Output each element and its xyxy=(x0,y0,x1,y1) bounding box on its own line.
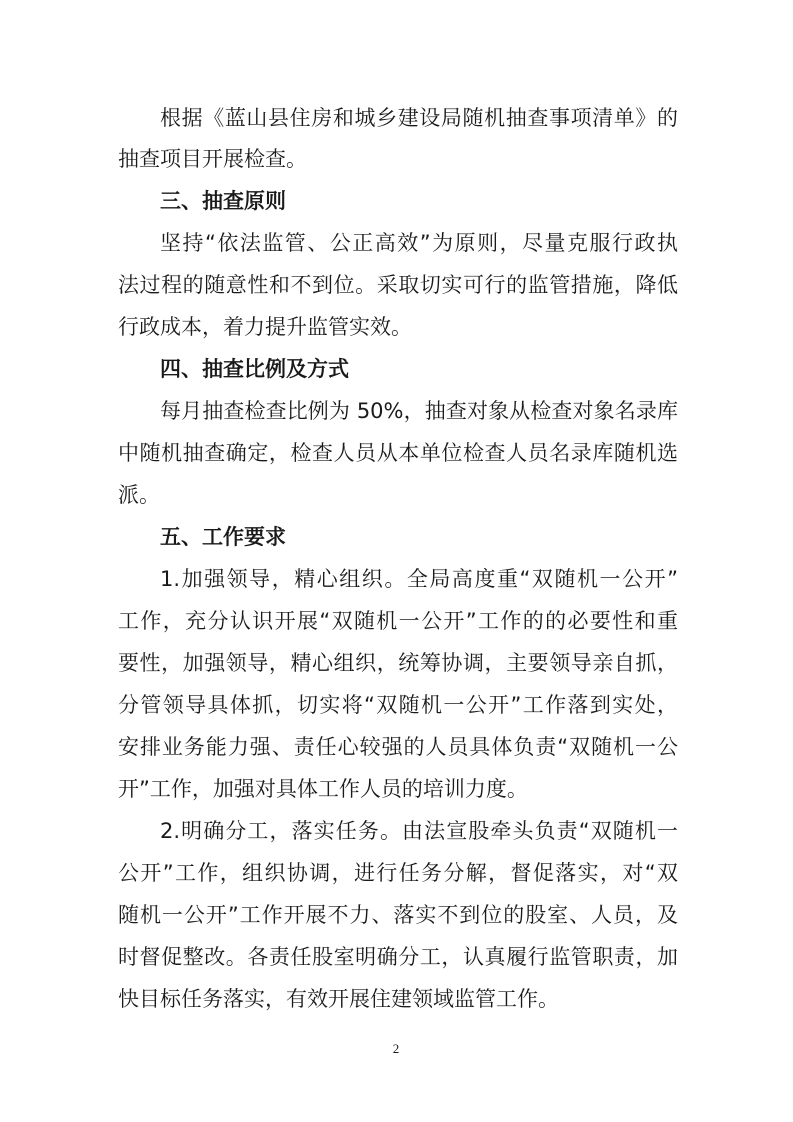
paragraph-line: 时督促整改。各责任股室明确分工，认真履行监管职责，加 xyxy=(118,945,678,969)
paragraph-line: 要性，加强领导，精心组织，统筹协调，主要领导亲自抓， xyxy=(118,651,678,675)
paragraph-line: 行政成本，着力提升监管实效。 xyxy=(118,315,412,339)
section-heading-requirements: 五、工作要求 xyxy=(160,525,286,549)
paragraph-line: 开”工作，加强对具体工作人员的培训力度。 xyxy=(118,777,528,801)
paragraph-line: 派。 xyxy=(118,483,160,507)
paragraph-line: 公开”工作，组织协调，进行任务分解，督促落实，对“双 xyxy=(118,861,678,885)
paragraph-line: 随机一公开”工作开展不力、落实不到位的股室、人员，及 xyxy=(118,903,678,927)
paragraph-line: 抽查项目开展检查。 xyxy=(118,147,307,171)
paragraph-line: 分管领导具体抓，切实将“双随机一公开”工作落到实处， xyxy=(118,693,678,717)
paragraph-line: 法过程的随意性和不到位。采取切实可行的监管措施，降低 xyxy=(118,273,678,297)
paragraph-line: 快目标任务落实，有效开展住建领域监管工作。 xyxy=(118,987,559,1011)
paragraph-line: 根据《蓝山县住房和城乡建设局随机抽查事项清单》的 xyxy=(160,106,678,130)
paragraph-line: 每月抽查检查比例为 50%，抽查对象从检查对象名录库 xyxy=(160,399,678,423)
paragraph-line: 2.明确分工，落实任务。由法宣股牵头负责“双随机一 xyxy=(160,819,678,843)
paragraph-line: 工作，充分认识开展“双随机一公开”工作的的必要性和重 xyxy=(118,609,678,633)
page-number: 2 xyxy=(392,1041,400,1056)
paragraph-line: 中随机抽查确定，检查人员从本单位检查人员名录库随机选 xyxy=(118,441,678,465)
section-heading-principles: 三、抽查原则 xyxy=(160,189,286,213)
paragraph-line: 坚持“依法监管、公正高效”为原则，尽量克服行政执 xyxy=(160,231,678,255)
paragraph-line: 安排业务能力强、责任心较强的人员具体负责“双随机一公 xyxy=(118,735,678,759)
paragraph-line: 1.加强领导，精心组织。全局高度重“双随机一公开” xyxy=(160,567,678,591)
section-heading-ratio: 四、抽查比例及方式 xyxy=(160,357,349,381)
